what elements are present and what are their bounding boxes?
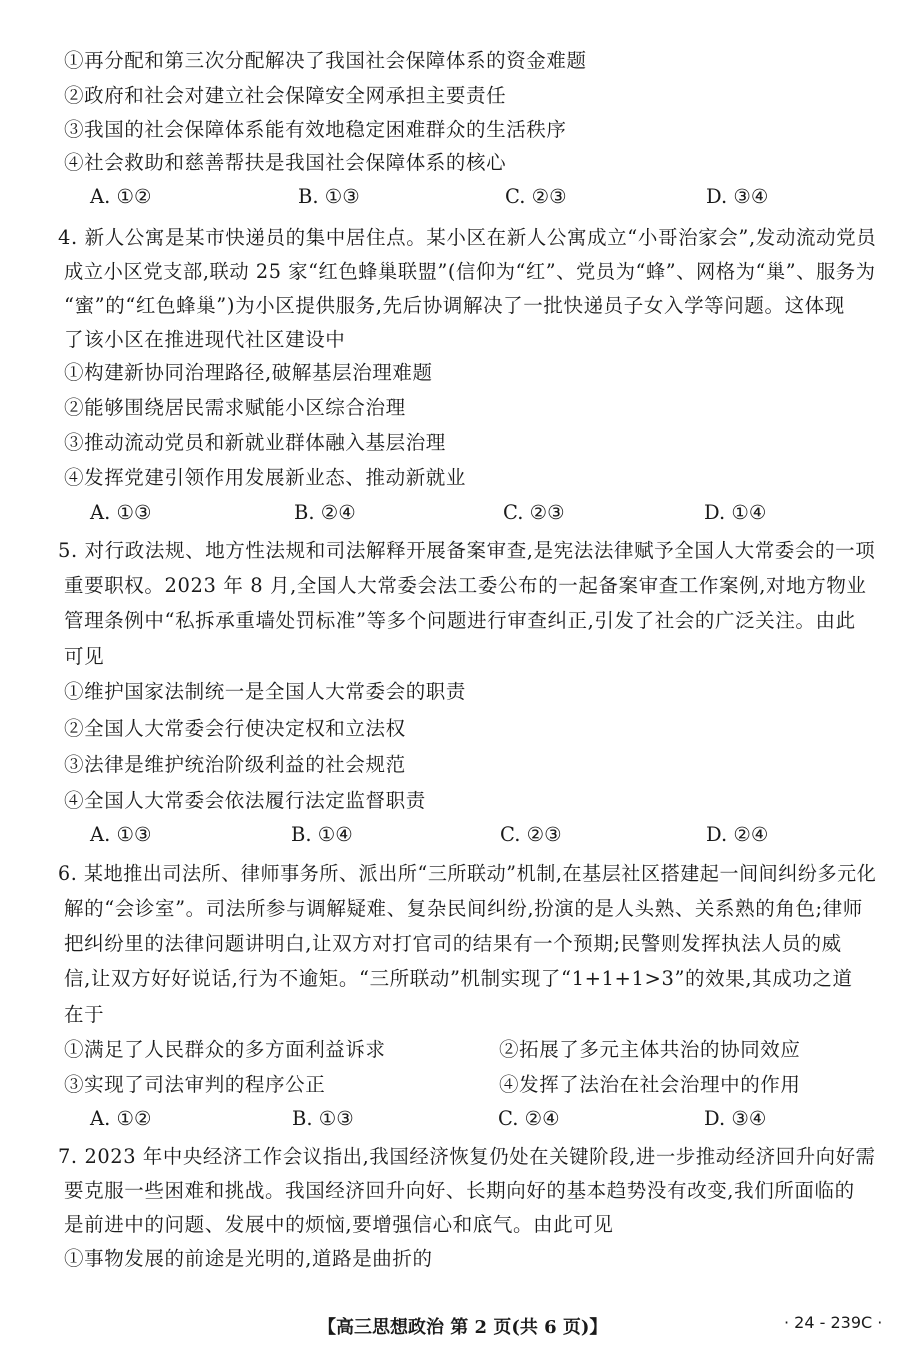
- q3-choice-c: C. ②③: [505, 185, 567, 208]
- q4-choice-c: C. ②③: [503, 501, 565, 524]
- q4-stem-line-2: 成立小区党支部,联动 25 家“红色蜂巢联盟”(信仰为“红”、党员为“蜂”、网格为“巢”、服务为: [64, 260, 876, 283]
- q6-stem-line-3: 把纠纷里的法律问题讲明白,让双方对打官司的结果有一个预期;民警则发挥执法人员的威: [64, 932, 842, 955]
- q6-choice-a: A. ①②: [90, 1107, 152, 1130]
- q5-choice-d: D. ②④: [706, 823, 769, 846]
- q6-choice-c: C. ②④: [498, 1107, 560, 1130]
- q4-stem-line-4: 了该小区在推进现代社区建设中: [64, 328, 346, 351]
- q4-option-2: ②能够围绕居民需求赋能小区综合治理: [64, 396, 406, 419]
- q4-stem-line-1: 4. 新人公寓是某市快递员的集中居住点。某小区在新人公寓成立“小哥治家会”,发动流动党员: [58, 226, 877, 249]
- q6-option-3: ③实现了司法审判的程序公正: [64, 1073, 326, 1096]
- q6-option-4: ④发挥了法治在社会治理中的作用: [499, 1073, 801, 1096]
- q6-stem-line-5: 在于: [64, 1003, 105, 1026]
- q6-choice-b: B. ①③: [292, 1107, 354, 1130]
- q4-option-1: ①构建新协同治理路径,破解基层治理难题: [64, 361, 433, 384]
- q3-choice-a: A. ①②: [90, 185, 152, 208]
- q5-stem-line-3: 管理条例中“私拆承重墙处罚标准”等多个问题进行审查纠正,引发了社会的广泛关注。由此: [64, 609, 856, 632]
- q4-choice-b: B. ②④: [294, 501, 356, 524]
- q7-stem-line-3: 是前进中的问题、发展中的烦恼,要增强信心和底气。由此可见: [64, 1213, 614, 1236]
- q7-stem-line-2: 要克服一些困难和挑战。我国经济回升向好、长期向好的基本趋势没有改变,我们所面临的: [64, 1179, 855, 1202]
- q7-stem-line-1: 7. 2023 年中央经济工作会议指出,我国经济恢复仍处在关键阶段,进一步推动经济回升向好需: [58, 1145, 876, 1168]
- q3-choice-b: B. ①③: [298, 185, 360, 208]
- q3-option-3: ③我国的社会保障体系能有效地稳定困难群众的生活秩序: [64, 118, 567, 141]
- q5-choice-b: B. ①④: [291, 823, 353, 846]
- q6-option-1: ①满足了人民群众的多方面利益诉求: [64, 1038, 386, 1061]
- q5-stem-line-2: 重要职权。2023 年 8 月,全国人大常委会法工委公布的一起备案审查工作案例,对地方物业: [64, 574, 867, 597]
- q3-option-4: ④社会救助和慈善帮扶是我国社会保障体系的核心: [64, 151, 507, 174]
- q6-choice-d: D. ③④: [704, 1107, 767, 1130]
- q4-option-3: ③推动流动党员和新就业群体融入基层治理: [64, 431, 446, 454]
- footer-code: · 24 - 239C ·: [784, 1313, 883, 1332]
- q3-option-1: ①再分配和第三次分配解决了我国社会保障体系的资金难题: [64, 49, 587, 72]
- footer-title: 【高三思想政治 第 2 页(共 6 页)】: [318, 1317, 608, 1338]
- q6-stem-line-2: 解的“会诊室”。司法所参与调解疑难、复杂民间纠纷,扮演的是人头熟、关系熟的角色;律师: [64, 897, 863, 920]
- q4-option-4: ④发挥党建引领作用发展新业态、推动新就业: [64, 466, 467, 489]
- q6-option-2: ②拓展了多元主体共治的协同效应: [499, 1038, 801, 1061]
- q6-stem-line-4: 信,让双方好好说话,行为不逾矩。“三所联动”机制实现了“1+1+1>3”的效果,其成功之道: [64, 967, 853, 990]
- q5-option-3: ③法律是维护统治阶级利益的社会规范: [64, 753, 406, 776]
- q6-stem-line-1: 6. 某地推出司法所、律师事务所、派出所“三所联动”机制,在基层社区搭建起一间间纠纷多元化: [58, 862, 877, 885]
- q5-stem-line-1: 5. 对行政法规、地方性法规和司法解释开展备案审查,是宪法法律赋予全国人大常委会的一项: [58, 539, 876, 562]
- q5-stem-line-4: 可见: [64, 645, 105, 668]
- q5-option-2: ②全国人大常委会行使决定权和立法权: [64, 717, 406, 740]
- q5-option-4: ④全国人大常委会依法履行法定监督职责: [64, 789, 426, 812]
- q4-choice-a: A. ①③: [90, 501, 152, 524]
- q3-choice-d: D. ③④: [706, 185, 769, 208]
- q3-option-2: ②政府和社会对建立社会保障安全网承担主要责任: [64, 84, 507, 107]
- q5-choice-a: A. ①③: [90, 823, 152, 846]
- q7-option-1: ①事物发展的前途是光明的,道路是曲折的: [64, 1247, 433, 1270]
- q5-choice-c: C. ②③: [500, 823, 562, 846]
- q5-option-1: ①维护国家法制统一是全国人大常委会的职责: [64, 680, 467, 703]
- q4-choice-d: D. ①④: [704, 501, 767, 524]
- q4-stem-line-3: “蜜”的“红色蜂巢”)为小区提供服务,先后协调解决了一批快递员子女入学等问题。这体现: [64, 294, 845, 317]
